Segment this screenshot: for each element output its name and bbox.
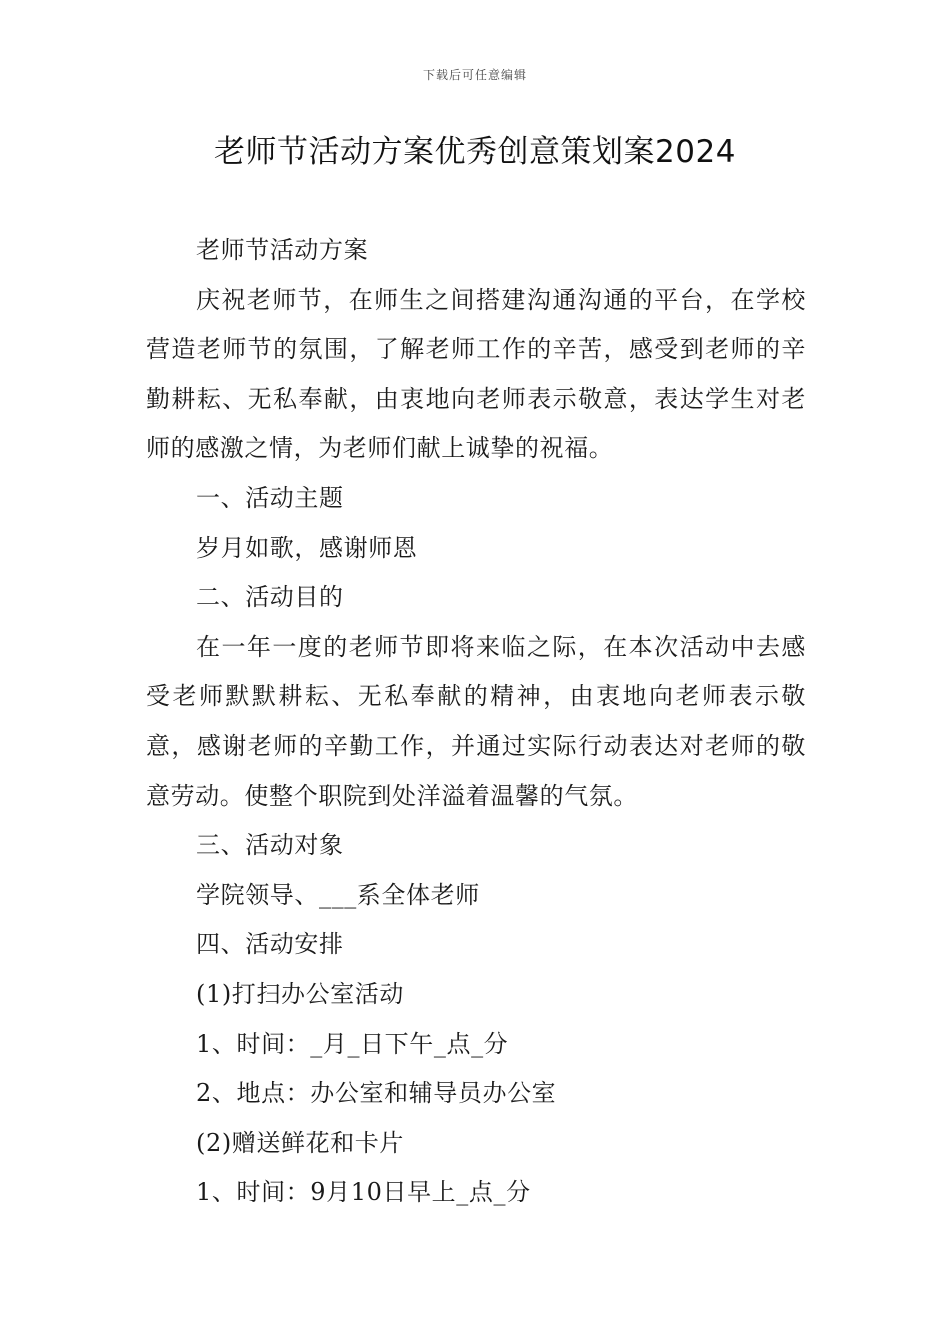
list-item-time: 1、时间：_月_日下午_点_分 [196, 1029, 509, 1058]
section-heading-theme: 一、活动主题 [196, 483, 344, 512]
list-item-location: 2、地点：办公室和辅导员办公室 [196, 1079, 557, 1108]
section-heading-arrangement: 四、活动安排 [196, 930, 344, 959]
list-item-time: 1、时间：9月10日早上_点_分 [196, 1178, 531, 1207]
paragraph-purpose: 在一年一度的老师节即将来临之际，在本次活动中去感受老师默默耕耘、无私奉献的精神，由衷地向老师表示敬意，感谢老师的辛勤工作，并通过实际行动表达对老师的敬意劳动。使整个职院到处洋溢着温馨的气氛。 [146, 632, 806, 810]
paragraph-heading: 老师节活动方案 [196, 236, 369, 264]
subsection-gifts: (2)赠送鲜花和卡片 [196, 1128, 404, 1157]
paragraph-intro: 庆祝老师节，在师生之间搭建沟通沟通的平台，在学校营造老师节的氛围，了解老师工作的辛苦，感受到老师的辛勤耕耘、无私奉献，由衷地向老师表示敬意，表达学生对老师的感激之情，为老师们献上诚挚的祝福。 [146, 285, 806, 463]
section-heading-audience: 三、活动对象 [196, 831, 344, 860]
paragraph-theme: 岁月如歌，感谢师恩 [196, 533, 418, 562]
subsection-cleaning: (1)打扫办公室活动 [196, 979, 404, 1008]
section-heading-purpose: 二、活动目的 [196, 583, 344, 612]
paragraph-audience: 学院领导、___系全体老师 [196, 880, 480, 909]
page-header-note: 下载后可任意编辑 [422, 68, 527, 82]
document-title: 老师节活动方案优秀创意策划案2024 [214, 134, 736, 170]
document-body [146, 226, 806, 1218]
